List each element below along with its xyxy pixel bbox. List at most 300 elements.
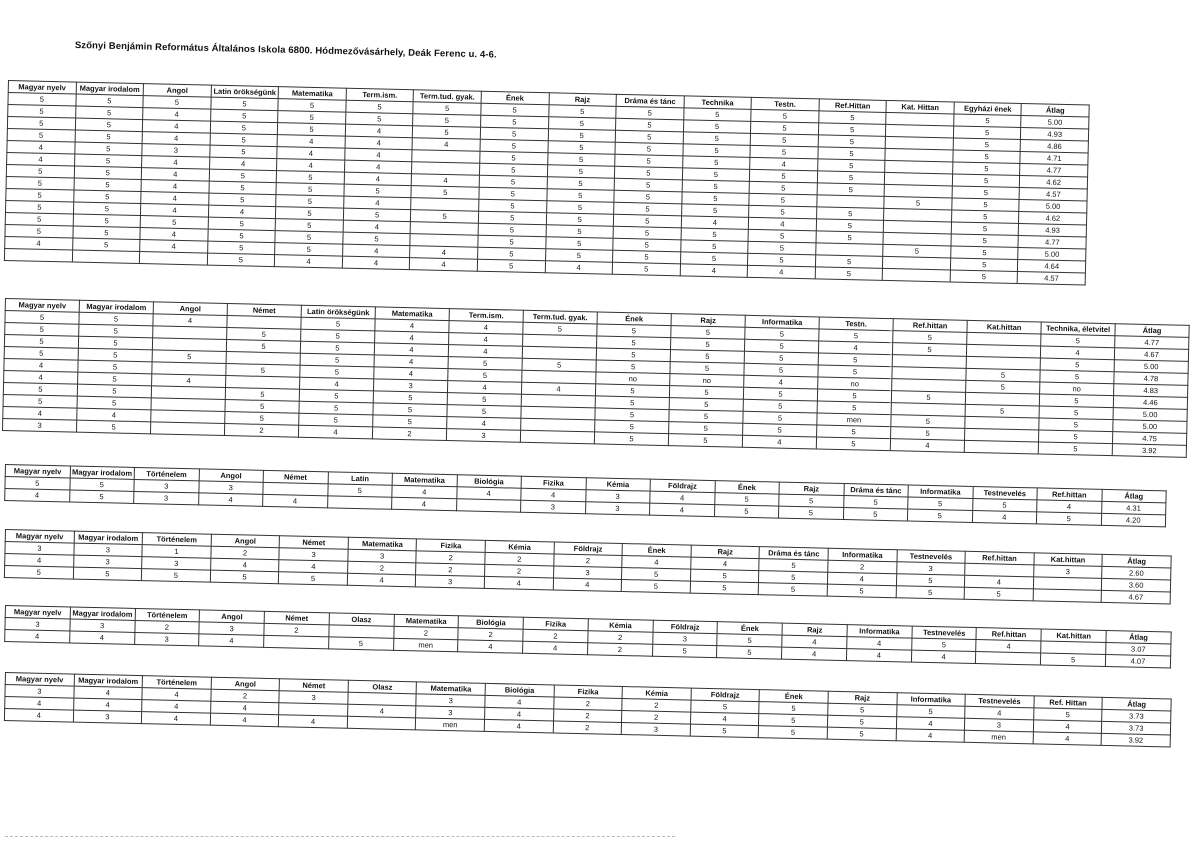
column-header: Dráma és tánc: [759, 547, 828, 561]
column-header: Rajz: [691, 545, 760, 559]
column-header: Informatika: [847, 625, 912, 638]
table-cell: 5: [681, 204, 749, 218]
table-cell: 5: [479, 175, 547, 189]
table-cell: 5: [817, 425, 891, 439]
table-cell: 4: [275, 255, 343, 269]
column-header: Fizika: [417, 539, 486, 553]
table-cell: 5: [142, 569, 211, 583]
column-header: Történelem: [142, 676, 211, 690]
table-cell: 4: [277, 135, 345, 149]
table-cell: 5: [597, 324, 671, 338]
table-cell: 4: [152, 374, 226, 388]
table-cell: 4: [345, 136, 413, 150]
table-cell: 5: [300, 341, 374, 355]
table-cell: 5: [815, 255, 883, 269]
table-cell: 5: [1039, 406, 1113, 420]
table-cell: 5: [613, 214, 681, 228]
table-cell: 4: [347, 573, 416, 587]
table-cell: 5: [1038, 442, 1112, 456]
table-cell: 5: [210, 570, 279, 584]
table-cell: 5: [327, 484, 392, 497]
column-header: Ref.hittan: [893, 319, 967, 333]
table-cell: 5: [670, 350, 744, 364]
table-cell: 3: [134, 479, 199, 492]
table-cell: 4: [3, 406, 77, 420]
table-cell: 5: [951, 246, 1019, 260]
table-cell: 4: [650, 491, 715, 504]
column-header: Angol: [143, 84, 211, 98]
table-cell: 5: [480, 127, 548, 141]
table-cell: 3: [373, 379, 447, 393]
table-cell: 5: [447, 393, 521, 407]
table-cell: 3: [1033, 565, 1102, 579]
table-cell: 5: [614, 178, 682, 192]
column-header: Fizika: [523, 617, 588, 630]
table-cell: [264, 635, 329, 648]
table-cell: 5: [478, 235, 546, 249]
table-cell: 5: [78, 372, 152, 386]
column-header: Angol: [211, 677, 280, 691]
column-header: Rajz: [671, 314, 745, 328]
table-cell: 5: [413, 102, 481, 116]
table-cell: 4: [374, 343, 448, 357]
table-cell: 4.64: [1018, 259, 1086, 273]
table-cell: [976, 652, 1041, 665]
column-header: Angol: [153, 302, 227, 316]
table-body: [2, 311, 1188, 458]
table-cell: 5: [680, 240, 748, 254]
table-cell: 2: [211, 546, 280, 560]
table-cell: 4.86: [1021, 139, 1089, 153]
table-cell: 5: [411, 186, 479, 200]
table-cell: 4: [747, 265, 815, 279]
table-cell: 2: [416, 551, 485, 565]
column-header: Ref.hittan: [965, 551, 1034, 565]
table-cell: 5: [690, 569, 759, 583]
table-cell: 4: [77, 408, 151, 422]
table-cell: 5: [79, 312, 153, 326]
table-cell: 5: [843, 508, 908, 521]
column-header: Rajz: [549, 93, 617, 107]
table-cell: 5: [75, 94, 143, 108]
table-cell: 5: [690, 724, 759, 738]
table-cell: 4: [342, 244, 410, 258]
table-cell: 2: [372, 427, 446, 441]
table-cell: 4: [485, 695, 554, 709]
column-header: Dráma és tánc: [616, 94, 684, 108]
table-cell: 5: [952, 162, 1020, 176]
table-cell: 5: [818, 365, 892, 379]
table-cell: 5: [1038, 430, 1112, 444]
column-header: Fizika: [554, 685, 623, 699]
table-cell: 4: [374, 355, 448, 369]
table-cell: 3: [965, 718, 1034, 732]
table-cell: 4: [140, 228, 208, 242]
table-cell: 4: [7, 140, 75, 154]
table-cell: 4: [456, 487, 521, 500]
column-header: Biológia: [457, 475, 522, 488]
table-cell: 4: [976, 640, 1041, 653]
table-cell: 4.46: [1113, 396, 1187, 410]
table-cell: 5: [4, 566, 73, 580]
table-cell: 4: [412, 174, 480, 188]
table-cell: 5: [152, 350, 226, 364]
table-cell: 5: [745, 327, 819, 341]
table-cell: 4: [485, 707, 554, 721]
table-cell: 3: [416, 706, 485, 720]
table-cell: 5: [671, 326, 745, 340]
table-cell: 3: [416, 575, 485, 589]
table-cell: 5: [72, 226, 140, 240]
table-cell: men: [964, 730, 1033, 744]
column-header: Testnevelés: [965, 694, 1034, 708]
column-header: Magyar nyelv: [8, 81, 76, 95]
table-cell: 5: [749, 181, 817, 195]
table-cell: 5: [78, 348, 152, 362]
table-cell: 5: [595, 384, 669, 398]
table-cell: 5: [4, 335, 78, 349]
table-cell: 5: [743, 423, 817, 437]
table-cell: 5: [759, 571, 828, 585]
table-cell: 5: [548, 129, 616, 143]
table-cell: 5: [652, 644, 717, 657]
table-cell: 5: [748, 241, 816, 255]
table-cell: 5: [7, 128, 75, 142]
table-cell: 4: [5, 630, 70, 643]
table-cell: 4: [896, 717, 965, 731]
table-cell: 5: [479, 163, 547, 177]
table-cell: 5: [748, 253, 816, 267]
table-cell: 4: [279, 715, 348, 729]
table-cell: 5: [907, 509, 972, 522]
table-cell: men: [416, 718, 485, 732]
table-cell: 5: [683, 132, 751, 146]
table-cell: 5: [545, 249, 613, 263]
column-header: Német: [279, 679, 348, 693]
table-cell: 5: [3, 382, 77, 396]
table-cell: 4: [277, 147, 345, 161]
table-cell: 4: [142, 700, 211, 714]
table-cell: 3.92: [1112, 444, 1186, 458]
table-cell: 4: [447, 417, 521, 431]
table-cell: 4.83: [1114, 384, 1188, 398]
table-cell: [347, 716, 416, 730]
table-cell: 5.00: [1019, 199, 1087, 213]
column-header: Term.ism.: [346, 88, 414, 102]
table-cell: 5: [597, 336, 671, 350]
table-cell: 4: [742, 435, 816, 449]
table-cell: 5: [73, 567, 142, 581]
table-cell: 5: [76, 420, 150, 434]
column-header: Informatika: [745, 315, 819, 329]
table-cell: 2: [211, 689, 280, 703]
table-cell: 4: [680, 264, 748, 278]
table-cell: 4: [199, 634, 264, 647]
table-cell: 2: [485, 564, 554, 578]
table-cell: 3: [74, 543, 143, 557]
table-cell: 4: [744, 375, 818, 389]
column-header: Kat. Hittan: [886, 100, 954, 114]
grades-table: [2, 298, 1190, 458]
table-cell: 4: [4, 370, 78, 384]
table-cell: 4: [965, 575, 1034, 589]
table-cell: 5: [275, 243, 343, 257]
table-cell: 5: [952, 174, 1020, 188]
table-cell: 2: [347, 561, 416, 575]
table-cell: 5: [616, 118, 684, 132]
table-cell: 5: [5, 311, 79, 325]
table-cell: 5: [207, 253, 275, 267]
table-cell: 5: [77, 396, 151, 410]
column-header: Magyar nyelv: [5, 673, 74, 687]
table-cell: 5: [681, 192, 749, 206]
column-header: Ref.hittan: [976, 628, 1041, 641]
table-cell: 5: [759, 714, 828, 728]
table-cell: 5: [751, 121, 819, 135]
table-cell: 5: [140, 216, 208, 230]
table-cell: 5: [478, 223, 546, 237]
table-cell: 5: [952, 198, 1020, 212]
table-cell: 3: [70, 619, 135, 632]
table-cell: 5: [681, 228, 749, 242]
table-cell: 5: [278, 111, 346, 125]
table-cell: 3: [896, 562, 965, 576]
table-cell: 4: [782, 647, 847, 660]
table-cell: 4.77: [1018, 235, 1086, 249]
table-cell: [4, 248, 72, 262]
table-cell: 4: [5, 554, 74, 568]
table-cell: 5: [276, 207, 344, 221]
table-cell: 5: [75, 106, 143, 120]
table-cell: 5: [717, 634, 782, 647]
table-cell: 5: [751, 109, 819, 123]
table-cell: 4.31: [1101, 501, 1166, 514]
table-cell: 5: [301, 317, 375, 331]
table-cell: 5: [299, 413, 373, 427]
table-cell: 4: [392, 497, 457, 510]
table-cell: 4: [73, 698, 142, 712]
table-cell: 3: [134, 491, 199, 504]
table-cell: 5: [74, 178, 142, 192]
table-cell: men: [393, 638, 458, 651]
column-header: Testn.: [751, 97, 819, 111]
table-cell: 4: [1040, 346, 1114, 360]
column-header: Matematika: [375, 307, 449, 321]
column-header: Dráma és tánc: [844, 484, 909, 497]
table-cell: 4: [911, 650, 976, 663]
table-cell: 5: [669, 422, 743, 436]
table-cell: 5: [683, 120, 751, 134]
table-cell: 4.62: [1019, 211, 1087, 225]
column-header: Ének: [597, 312, 671, 326]
column-header: Angol: [199, 469, 264, 482]
table-cell: 5: [819, 329, 893, 343]
table-cell: 5: [1039, 418, 1113, 432]
table-cell: 5: [891, 415, 965, 429]
table-cell: 5: [5, 200, 73, 214]
column-header: Ének: [481, 91, 549, 105]
column-header: Testnevelés: [897, 550, 966, 564]
table-cell: 5: [328, 637, 393, 650]
table-cell: 5: [778, 506, 843, 519]
table-cell: 3: [446, 429, 520, 443]
table-cell: 5: [743, 387, 817, 401]
table-cell: 5: [226, 340, 300, 354]
column-header: Biológia: [485, 683, 554, 697]
table-cell: 4: [300, 377, 374, 391]
table-cell: 5: [73, 214, 141, 228]
table-cell: 4: [277, 159, 345, 173]
table-cell: 5: [78, 360, 152, 374]
table-cell: 3: [142, 557, 211, 571]
table-cell: 4: [484, 576, 553, 590]
column-header: Magyar irodalom: [74, 674, 143, 688]
table-cell: 5: [596, 348, 670, 362]
table-cell: 2: [224, 424, 298, 438]
table-cell: 5: [818, 111, 886, 125]
table-cell: 2: [134, 620, 199, 633]
table-cell: 5: [828, 703, 897, 717]
column-header: Ének: [759, 690, 828, 704]
table-cell: 4.93: [1021, 127, 1089, 141]
table-cell: 4: [5, 236, 73, 250]
table-cell: 3: [142, 144, 210, 158]
column-header: Informatika: [897, 693, 966, 707]
table-cell: 5: [69, 490, 134, 503]
table-cell: 5: [613, 238, 681, 252]
table-cell: 5: [891, 391, 965, 405]
table-cell: 4: [896, 729, 965, 743]
column-header: Ének: [622, 544, 691, 558]
table-cell: 2: [553, 697, 622, 711]
table-cell: 5: [74, 154, 142, 168]
table-cell: 5: [743, 411, 817, 425]
column-header: Informatika: [828, 548, 897, 562]
table-cell: 5: [750, 145, 818, 159]
column-header: Magyar irodalom: [70, 466, 135, 479]
table-cell: 5: [595, 420, 669, 434]
table-cell: 4: [208, 205, 276, 219]
table-cell: 5: [447, 405, 521, 419]
table-cell: 5: [6, 164, 74, 178]
table-cell: 4.71: [1020, 151, 1088, 165]
table-cell: 4.57: [1018, 271, 1086, 285]
table-cell: 3: [5, 618, 70, 631]
table-cell: 5: [953, 150, 1021, 164]
column-header: Német: [279, 536, 348, 550]
table-cell: 5: [682, 168, 750, 182]
table-cell: 5: [344, 184, 412, 198]
column-header: Olasz: [348, 680, 417, 694]
table-cell: 5: [411, 210, 479, 224]
table-cell: 5: [208, 217, 276, 231]
table-cell: 5: [523, 322, 597, 336]
table-cell: 4: [521, 488, 586, 501]
table-cell: 2.60: [1102, 566, 1171, 580]
column-header: Kat.hittan: [967, 320, 1041, 334]
table-cell: 4.07: [1105, 654, 1170, 667]
column-header: Kémia: [622, 687, 691, 701]
table-cell: 5: [299, 401, 373, 415]
table-cell: 4: [748, 217, 816, 231]
table-cell: 5: [817, 389, 891, 403]
table-cell: 4: [521, 382, 595, 396]
table-cell: 5: [966, 380, 1040, 394]
table-cell: 5: [209, 181, 277, 195]
column-header: Történelem: [134, 467, 199, 480]
table-cell: 5: [301, 329, 375, 343]
table-cell: [139, 252, 207, 266]
table-cell: 2: [622, 711, 691, 725]
table-cell: 4: [344, 160, 412, 174]
table-cell: 2: [588, 631, 653, 644]
column-header: Átlag: [1021, 104, 1089, 118]
column-header: Angol: [211, 534, 280, 548]
table-cell: 5: [669, 386, 743, 400]
table-cell: 4: [141, 168, 209, 182]
column-header: Német: [263, 470, 328, 483]
table-cell: 5: [827, 715, 896, 729]
table-cell: 5: [547, 165, 615, 179]
column-header: Matematika: [392, 473, 457, 486]
table-cell: men: [817, 413, 891, 427]
table-cell: 5: [951, 222, 1019, 236]
table-cell: 5: [595, 396, 669, 410]
column-header: Technika, életvitel: [1041, 322, 1115, 336]
table-cell: 4: [750, 157, 818, 171]
table-cell: 4.77: [1115, 336, 1189, 350]
column-header: Földrajz: [650, 479, 715, 492]
column-header: Magyar irodalom: [76, 82, 144, 96]
table-cell: 3: [279, 548, 348, 562]
table-cell: 4: [622, 556, 691, 570]
table-cell: 4: [345, 148, 413, 162]
column-header: Informatika: [908, 485, 973, 498]
table-cell: 5: [6, 176, 74, 190]
column-header: Ref.hittan: [1037, 488, 1102, 501]
table-cell: 4: [153, 314, 227, 328]
table-cell: 5: [479, 199, 547, 213]
table-cell: 5: [75, 118, 143, 132]
table-cell: 4: [965, 706, 1034, 720]
table-cell: 5: [615, 142, 683, 156]
table-cell: 2: [416, 563, 485, 577]
table-cell: 5: [345, 112, 413, 126]
table-cell: 3.07: [1106, 642, 1171, 655]
column-header: Magyar nyelv: [5, 299, 79, 313]
table-cell: 5: [1039, 394, 1113, 408]
column-header: Term.tud. gyak.: [523, 310, 597, 324]
table-cell: 4: [846, 649, 911, 662]
table-cell: 5: [613, 226, 681, 240]
table-cell: 2: [553, 721, 622, 735]
table-cell: 4: [681, 216, 749, 230]
table-cell: 3: [134, 632, 199, 645]
column-header: Kat.hittan: [1034, 553, 1103, 567]
table-cell: 4.93: [1019, 223, 1087, 237]
column-header: Ének: [717, 622, 782, 635]
table-cell: 4: [818, 341, 892, 355]
table-cell: 3: [585, 502, 650, 515]
table-cell: 5: [1041, 334, 1115, 348]
table-cell: 5: [896, 574, 965, 588]
table-cell: 5: [210, 109, 278, 123]
table-cell: 4: [343, 196, 411, 210]
table-cell: 5: [300, 353, 374, 367]
table-cell: 4: [210, 558, 279, 572]
table-cell: 5: [546, 213, 614, 227]
table-cell: 5: [682, 156, 750, 170]
